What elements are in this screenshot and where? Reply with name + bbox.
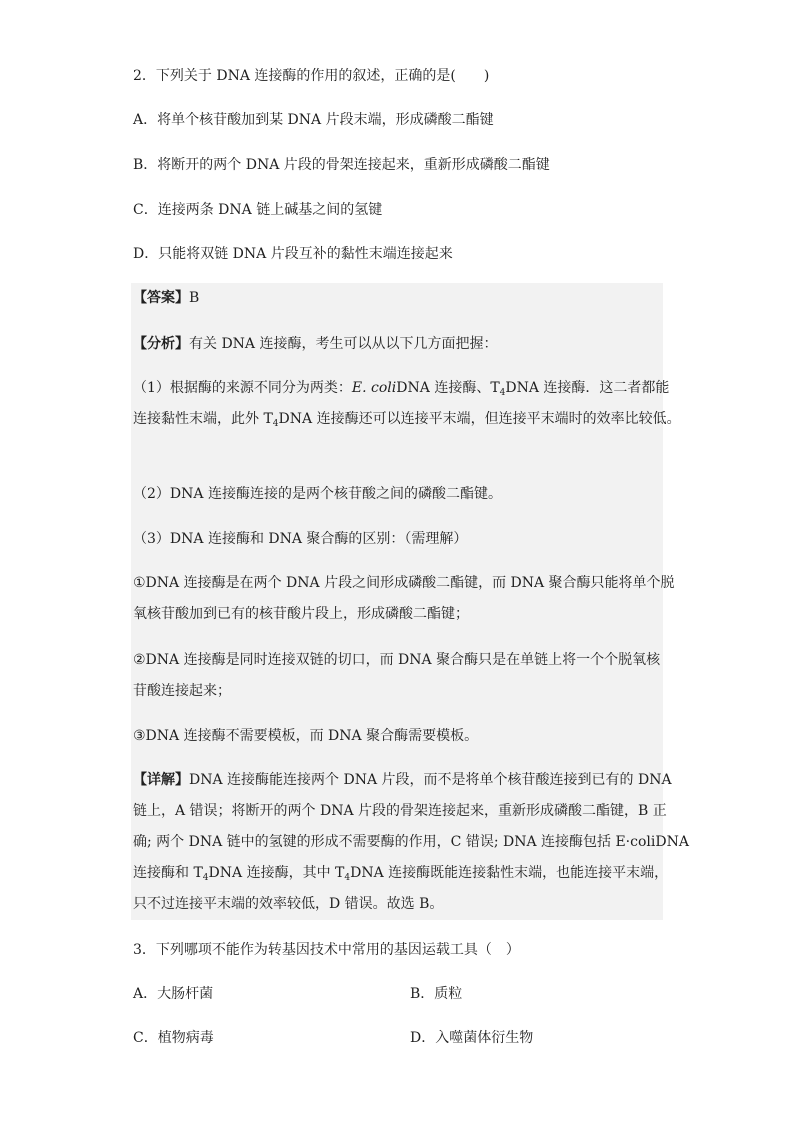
detail-text-4b: DNA 连接酶，其中 T [208, 865, 345, 881]
detail-subscript: 4 [202, 873, 209, 883]
question-2-option-a: A．将单个核苷酸加到某 DNA 片段末端，形成磷酸二酯键 [133, 112, 494, 128]
analysis-point-1-line-2 [133, 409, 681, 434]
p1-subscript: 4 [499, 388, 506, 398]
p1-ecoli: E. coli [351, 380, 397, 396]
answer-label: 【答案】 [133, 290, 189, 306]
analysis-intro [133, 334, 497, 354]
comparison-3: ③DNA 连接酶不需要模板，而 DNA 聚合酶需要模板。 [133, 728, 479, 744]
question-3-option-d: D．入噬菌体衍生物 [410, 1030, 534, 1046]
comparison-1-line-2: 氧核苷酸加到已有的核苷酸片段上，形成磷酸二酯键； [133, 606, 469, 622]
comparison-2-line-1: ②DNA 连接酶是同时连接双链的切口，而 DNA 聚合酶只是在单链上将一个个脱氧核 [133, 652, 661, 668]
analysis-point-3: （3）DNA 连接酶和 DNA 聚合酶的区别：（需理解） [133, 531, 468, 547]
detail-subscript-2: 4 [344, 873, 351, 883]
question-3-stem: 3．下列哪项不能作为转基因技术中常用的基因运载工具（ ） [133, 942, 520, 958]
p1-text-e: DNA 连接酶还可以连接平末端，但连接平末端时的效率比较低。 [278, 411, 681, 427]
detail-label: 【详解】 [133, 772, 189, 788]
analysis-point-2: （2）DNA 连接酶连接的是两个核苷酸之间的磷酸二酯键。 [133, 486, 502, 502]
question-3-option-a: A．大肠杆菌 [133, 986, 214, 1002]
question-3-option-b: B．质粒 [410, 986, 463, 1002]
p1-text-d: 连接黏性末端，此外 T [133, 411, 273, 427]
question-2-option-d: D．只能将双链 DNA 片段互补的黏性末端连接起来 [133, 246, 453, 262]
p1-text-a: （1）根据酶的来源不同分为两类： [133, 380, 352, 396]
question-3-option-c: C．植物病毒 [133, 1030, 214, 1046]
p1-text-b: DNA 连接酶、T [396, 380, 500, 396]
detail-text-4a: 连接酶和 T [133, 865, 203, 881]
answer-value: B [189, 290, 200, 306]
analysis-label: 【分析】 [133, 336, 189, 352]
question-2-option-c: C．连接两条 DNA 链上碱基之间的氢键 [133, 202, 383, 218]
comparison-1-line-1: ①DNA 连接酶是在两个 DNA 片段之间形成磷酸二酯键，而 DNA 聚合酶只能将单个脱 [133, 575, 675, 591]
detail-line-4 [133, 863, 668, 888]
question-2-option-b: B．将断开的两个 DNA 片段的骨架连接起来，重新形成磷酸二酯键 [133, 157, 550, 173]
detail-line-5: 只不过连接平末端的效率较低，D 错误。故选 B。 [133, 896, 444, 912]
detail-line-2: 链上，A 错误；将断开的两个 DNA 片段的骨架连接起来，重新形成磷酸二酯键，B 正 [133, 803, 667, 819]
detail-text-1: DNA 连接酶能连接两个 DNA 片段，而不是将单个核苷酸连接到已有的 DNA [189, 772, 672, 788]
detail-line-1 [133, 770, 672, 790]
analysis-point-1-line-1 [133, 378, 669, 403]
question-2-stem: 2．下列关于 DNA 连接酶的作用的叙述，正确的是( ) [133, 68, 490, 84]
analysis-intro-text: 有关 DNA 连接酶，考生可以从以下几方面把握： [189, 336, 498, 352]
answer-line [133, 288, 199, 308]
detail-text-4c: DNA 连接酶既能连接黏性末端，也能连接平末端， [350, 865, 669, 881]
detail-line-3: 确; 两个 DNA 链中的氢键的形成不需要酶的作用，C 错误; DNA 连接酶包括 E·coliDNA [133, 834, 689, 850]
comparison-2-line-2: 苷酸连接起来； [133, 683, 231, 699]
p1-subscript-2: 4 [272, 419, 279, 429]
p1-text-c: DNA 连接酶．这二者都能 [505, 380, 670, 396]
